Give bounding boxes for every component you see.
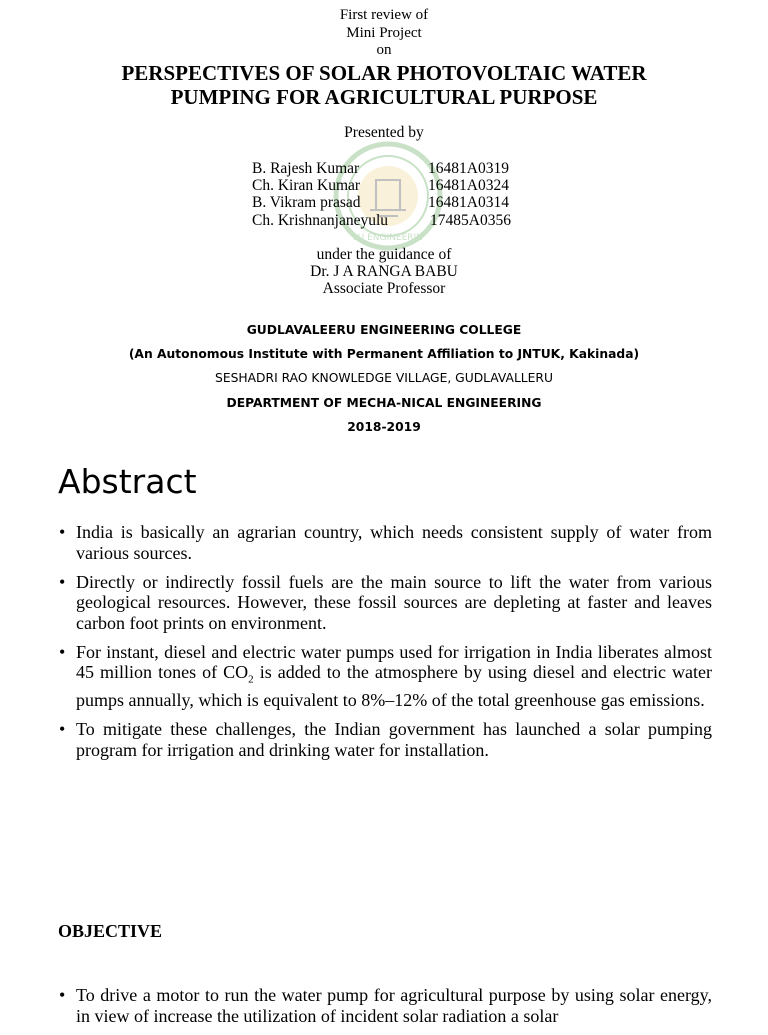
college-info: [0, 318, 768, 439]
objective-heading: OBJECTIVE: [58, 921, 163, 941]
college-address: SESHADRI RAO KNOWLEDGE VILLAGE, GUDLAVALLERU: [215, 371, 553, 386]
abstract-point-text: is added to the atmosphere by using diesel and electric water pumps annually, which is equivalent to 8%–12% of the total greenhouse gas emissions.: [76, 662, 712, 711]
abstract-point: [58, 642, 712, 711]
objective-point: • To drive a motor to run the water pump for agricultural purpose by using solar energy, in view of increase the utilization of incident solar radiation a solar: [58, 985, 712, 1026]
co2-subscript: 2: [248, 673, 254, 686]
intro-line: on: [376, 42, 392, 58]
presenter-row: [252, 194, 511, 211]
abstract-list: [58, 522, 712, 769]
abstract-point-text: For instant, diesel and electric water pumps used for irrigation in India liberates almost 45 million tones of CO: [76, 641, 712, 682]
abstract-point: • To mitigate these challenges, the Indian government has launched a solar pumping program for irrigation and drinking water for installation.: [58, 719, 712, 760]
presenter-roll: 16481A0324: [428, 177, 509, 195]
abstract-point: • Directly or indirectly fossil fuels are the main source to lift the water from various geological resources. However, these fossil sources are depleting at faster and leaves carbon foot prints on environment.: [58, 572, 712, 634]
department-name: DEPARTMENT OF MECHA-NICAL ENGINEERING: [226, 395, 542, 410]
abstract-heading: Abstract: [58, 462, 197, 501]
guide-name: Dr. J A RANGA BABU: [310, 263, 458, 281]
intro-line: First review of: [339, 7, 429, 23]
presented-by: Presented by: [344, 124, 424, 141]
project-title: [0, 61, 768, 109]
title-line: PERSPECTIVES OF SOLAR PHOTOVOLTAIC WATER: [121, 61, 647, 85]
guide-designation: Associate Professor: [322, 280, 446, 298]
guidance-block: [0, 246, 768, 298]
presenter-name: Ch. Kiran Kumar: [252, 177, 361, 195]
presenter-name: Ch. Krishnanjaneyulu: [252, 211, 389, 229]
presenter-row: [252, 212, 511, 229]
abstract-point: • India is basically an agrarian country, which needs consistent supply of water from various sources.: [58, 522, 712, 563]
guidance-line: under the guidance of: [316, 246, 452, 263]
objective-list: [58, 985, 712, 1035]
title-line: PUMPING FOR AGRICULTURAL PURPOSE: [170, 85, 598, 109]
seal-text: LU ENGINEERIN: [353, 233, 423, 243]
presenter-roll: 16481A0319: [428, 160, 509, 177]
presenter-list: [252, 160, 511, 229]
review-intro: [0, 7, 768, 60]
presenter-name: B. Vikram prasad: [252, 194, 361, 212]
presenter-roll: 17485A0356: [430, 211, 511, 229]
academic-year: 2018-2019: [347, 419, 421, 434]
college-name: GUDLAVALEERU ENGINEERING COLLEGE: [246, 323, 522, 337]
presenter-name: B. Rajesh Kumar: [252, 160, 360, 177]
college-affiliation: (An Autonomous Institute with Permanent Affiliation to JNTUK, Kakinada): [128, 347, 640, 362]
presenter-row: [252, 177, 511, 194]
presenter-roll: 16481A0314: [428, 194, 509, 212]
presenter-row: [252, 160, 511, 177]
intro-line: Mini Project: [346, 24, 422, 41]
